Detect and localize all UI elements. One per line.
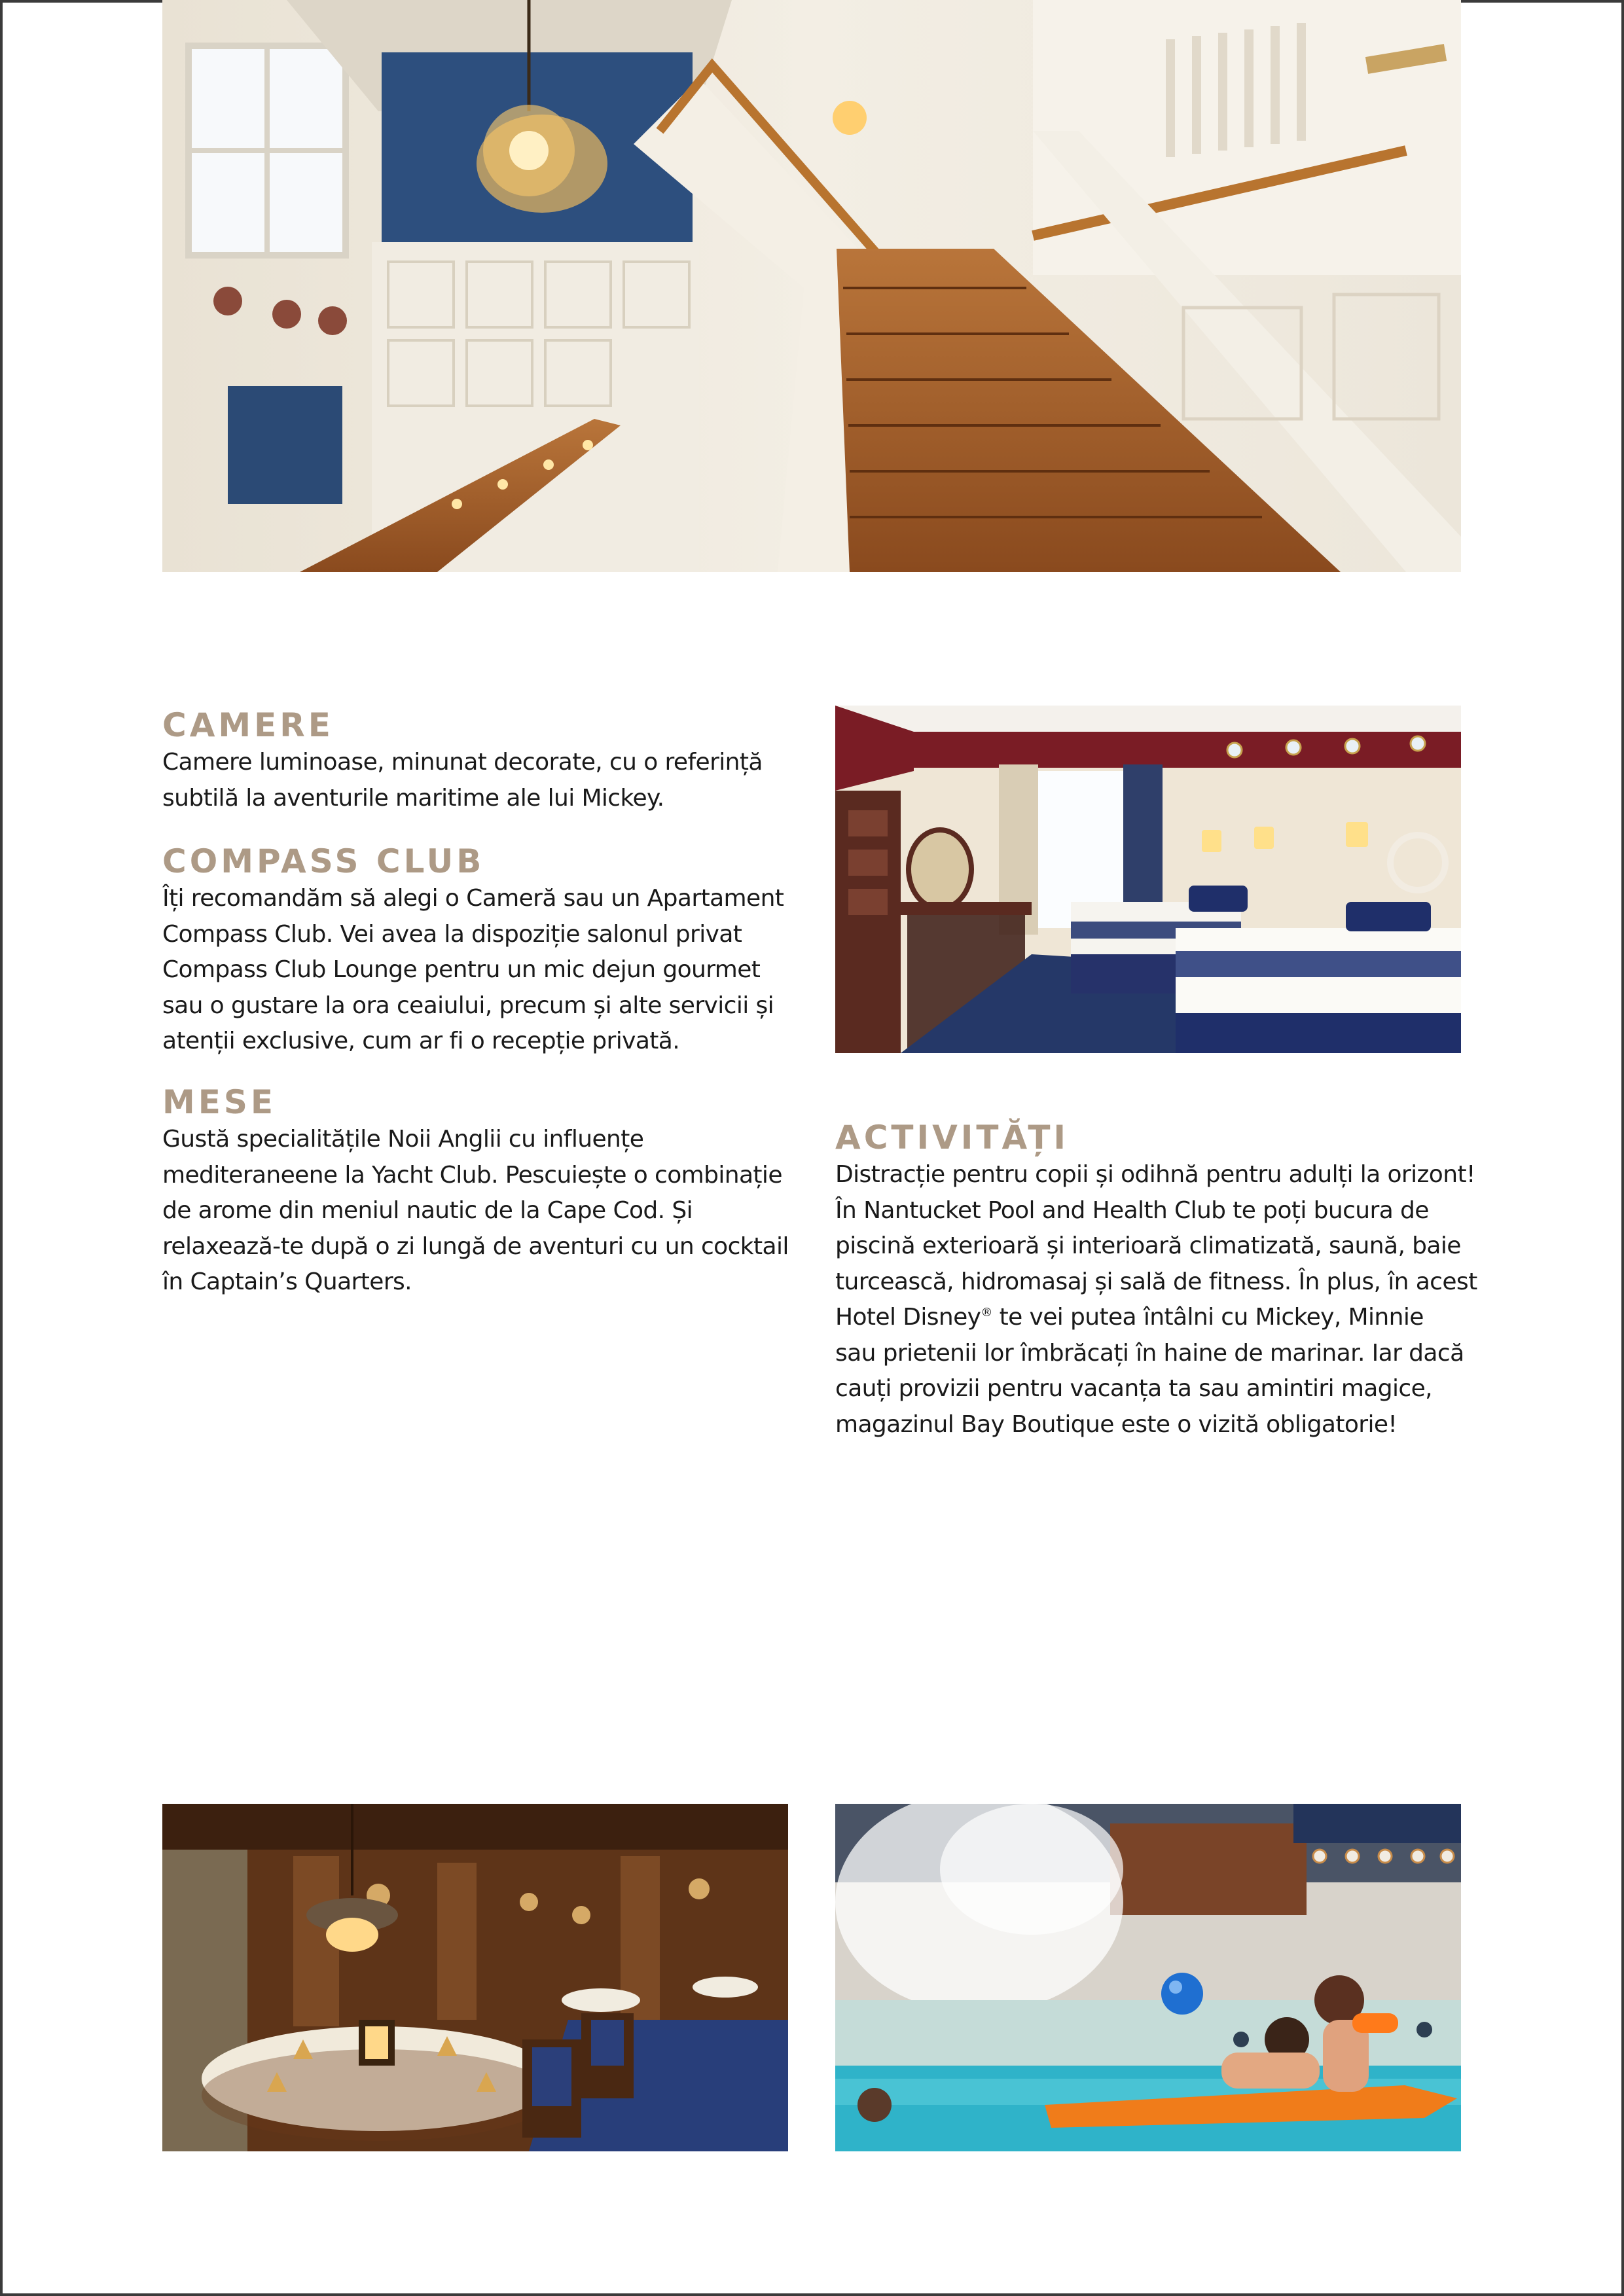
camere-section (162, 706, 791, 816)
compass-line: atenții exclusive, cum ar fi o recepție privată. (162, 1028, 680, 1054)
compass-club-section (162, 842, 791, 1060)
restaurant-photo (162, 1804, 788, 2151)
mese-line: relaxează-te după o zi lungă de aventuri cu un cocktail (162, 1232, 789, 1260)
mese-section (162, 1083, 791, 1300)
activitati-line: piscină exterioară și interioară climatizată, saună, baie (835, 1232, 1461, 1259)
activitati-line: cauți provizii pentru vacanța ta sau amintiri magice, (835, 1375, 1432, 1402)
camere-text (162, 745, 791, 816)
compass-line: Îți recomandăm să alegi o Cameră sau un Apartament (162, 885, 784, 912)
activitati-text (835, 1157, 1483, 1443)
camere-line: Camere luminoase, minunat decorate, cu o referință (162, 749, 763, 776)
mese-line: Gustă specialitățile Noii Anglii cu influențe (162, 1126, 644, 1153)
mese-line: în Captain’s Quarters. (162, 1268, 412, 1295)
activitati-line: În Nantucket Pool and Health Club te poți bucura de (835, 1196, 1429, 1224)
activitati-line-part: te vei putea întâlni cu Mickey, Minnie (992, 1304, 1424, 1331)
compass-line: sau o gustare la ora ceaiului, precum și alte servicii și (162, 992, 774, 1019)
activitati-line: Distracție pentru copii și odihnă pentru adulți la orizont! (835, 1161, 1475, 1188)
bedroom-photo (835, 706, 1461, 1053)
pool-photo (835, 1804, 1461, 2151)
activitati-section (835, 1118, 1483, 1443)
registered-mark: ® (981, 1306, 992, 1319)
mese-line: mediteraneene la Yacht Club. Pescuiește o combinație (162, 1161, 782, 1189)
activitati-line (835, 1304, 1424, 1331)
staircase-photo (162, 0, 1461, 572)
camere-heading: CAMERE (162, 706, 334, 744)
compass-club-text (162, 881, 791, 1060)
mese-text (162, 1122, 791, 1300)
activitati-line: turcească, hidromasaj și sală de fitness. În plus, în acest (835, 1268, 1477, 1295)
activitati-line: magazinul Bay Boutique este o vizită obligatorie! (835, 1410, 1398, 1438)
compass-club-heading: COMPASS CLUB (162, 842, 485, 880)
activitati-heading: ACTIVITĂȚI (835, 1119, 1070, 1157)
mese-line: de arome din meniul nautic de la Cape Cod. Și (162, 1197, 693, 1224)
mese-heading: MESE (162, 1083, 277, 1121)
activitati-line: sau prietenii lor îmbrăcați în haine de marinar. Iar dacă (835, 1339, 1464, 1367)
compass-line: Compass Club Lounge pentru un mic dejun gourmet (162, 956, 761, 983)
compass-line: Compass Club. Vei avea la dispoziție salonul privat (162, 920, 742, 948)
activitati-line-part: Hotel Disney (835, 1304, 981, 1331)
camere-line: subtilă la aventurile maritime ale lui Mickey. (162, 784, 664, 812)
